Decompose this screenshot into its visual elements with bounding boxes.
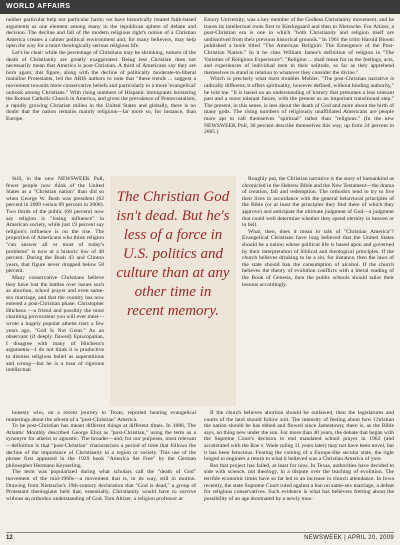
page-number: 12 [6, 535, 13, 541]
paragraph: To be post-Christian has meant different things at different times. In 1886, The Atlantic Monthly described George Eliot as "post-Christian," using the term as a synonym for atheist or agnostic. The broader—and, for our purposes, most relevant—definition is that "post-Christian" characterizes a period of time that follows the decline of the importance of Christianity in a region or society. This use of the phrase first appeared in the 1929 book "America Set Free" by the German philosopher Hermann Keyserling. [6, 423, 196, 469]
left-column-bottom [6, 410, 196, 532]
page-footer [6, 534, 394, 543]
left-wrap-column [6, 176, 104, 410]
section-label: WORLD AFFAIRS [6, 3, 71, 10]
paragraph: Let's be clear: while the percentage of Christians may be shrinking, rumors of the death of Christianity are greatly exaggerated. Being less Christian does not necessarily mean that America is post-Christian. A third of Americans say they are born again; this figure, along with the decline of politically moderate-to-liberal mainline Protestants, led the ARIS authors to note that "these trends ... suggest a movement towards more conservative beliefs and particularly to a more 'evangelical' outlook among Christians." With rising numbers of Hispanic immigrants bolstering the Roman Catholic Church in America, and given the prevalence of Pentecostalism, a rapidly growing Christian milieu in the United States and globally, there is no doubt that the nation remains mainly religious—far more so, for instance, than Europe. [6, 49, 196, 122]
paragraph: Emory University, was a key member of the Godless Christianity movement, and he traces its intellectual roots first to Kierkegaard and then to Nietzsche. For Altizer, a post-Christian era is one in which "both Christianity and religion itself are undissolved from their previous historical grounds." In 1961 the critic Harold Bloom published a book titled "The American Religion: The Emergence of the Post-Christian Nation." In it he cites William James's definition of religion in "The Varieties of Religious Experience": "Religion ... shall mean for us the feelings, acts, and experiences of individual men in their solitude, so far as they apprehend themselves to stand in relation to whatever they consider the divine." [204, 17, 394, 76]
paragraph: Many conservative Christians believe they have lost the battles over issues such as abortion, school prayer and even same-sex marriage, and that the country has now entered a post-Christian phase. Christopher Hitchens —a friend and possibly the most charming provocateur you will ever meet— wrote a hugely popular atheist tract a few years ago, "God Is Not Great." As an observant (if deeply flawed) Episcopalian, I disagree with many of Hitchens's arguments—I do not think it is productive to dismiss religious belief as superstitious and wrong—but he is a man of rigorous intellectual [6, 274, 104, 374]
paragraph: The term was popularized during what scholars call the "death of God" movement of the mid-1960s—a movement that is, in its way, still in motion. Drawing from Nietzsche's 19th-century declaration that "God is dead," a group of Protestant theologians held that, essentially, Christianity would have to survive without an orthodox understanding of God. Tom Altizer, a religion professor at [6, 469, 196, 502]
magazine-issue-line: NEWSWEEK | APRIL 20, 2009 [304, 535, 394, 541]
footer-divider [6, 532, 394, 533]
right-column-top [204, 17, 394, 175]
paragraph: honesty who, on a recent journey to Texas, reported hearing evangelical mutterings about the advent of a "post-Christian" America. [6, 410, 196, 423]
paragraph: What, then, does it mean to talk of "Christian America"? Evangelical Christians have long believed that the United States should be a nation whose political life is based upon and governed by their interpretation of biblical and theological principles. If the church believes drinking to be a sin, for instance, then the laws of the state should ban the consumption of alcohol. If the church believes the theory of evolution conflicts with a literal reading of the Book of Genesis, then the public schools should tailor their lessons accordingly. [242, 228, 394, 288]
section-header-bar [0, 0, 400, 14]
paragraph: neither particular help nor particular harm; we have historically treated faith-based arguments as one element among many in the republican sphere of debate and decision. The decline and fall of the modern religious right's notion of a Christian America creates a calmer political environment and, for many believers, may help open the way for a more theologically serious religious life. [6, 17, 196, 50]
right-column-bottom [204, 410, 394, 532]
pull-quote [110, 176, 236, 406]
right-wrap-column [242, 176, 394, 410]
paragraph: Which is precisely what most troubles Mohler. "The post-Christian narrative is radically different; it offers spirituality, however defined, without binding authority," he told me. "It is based on an understanding of history that presumes a less tolerant past and a more tolerant future, with the present as an important transitional step." The present, in this sense, is less about the death of God and more about the birth of many gods. The rising numbers of religiously unaffiliated Americans are people more apt to call themselves "spiritual" rather than "religious." (In the new NEWSWEEK Poll, 30 percent describe themselves this way, up from 24 percent in 2005.) [204, 76, 394, 136]
paragraph: But that project has failed, at least for now. In Texas, authorities have decided to side with science, not theology, in a dispute over the teaching of evolution. The terrible economic times have so far led to an increase in church attendance. In Iowa recently, the state Supreme Court ruled against a ban on same-sex marriage, a defeat for religious conservatives. Such evidence is what has believers fretting about the possibility of an age dominated by a newly mus- [204, 462, 394, 502]
paragraph: Still, in the new NEWSWEEK Poll, fewer people now think of the United States as a "Christian nation" than did so when George W. Bush was president (62 percent in 2009 versus 69 percent in 2008). Two thirds of the public (68 percent) now say religion is "losing influence" in American society, while just 19 percent say religion's influence is on the rise. The proportion of Americans who think religion "can answer all or most of today's problems" is now at a historic low of 48 percent. During the Bush 43 and Clinton years, that figure never dropped below 58 percent. [6, 176, 104, 275]
paragraph: Roughly put, the Christian narrative is the story of humankind as chronicled in the Hebrew Bible and the New Testament—the drama of creation, fall and redemption. The orthodox tend to try to live their lives in accordance with the general behavioral principles of the Bible (or at least the principles they find there of which they approve) and anticipate the ultimate judgment of God—a judgment that could well determine whether they spend eternity in heaven or in hell. [242, 176, 394, 229]
paragraph: If the church believes abortion should be outlawed, then the legislatures and courts of the land should follow suit. The intensity of feeling about how Christian the nation should be has ebbed and flowed since Jamestown; there is, as the Bible says, no thing new under the sun. For more than 40 years, the debate that began with the Supreme Court's decision to end mandated school prayer in 1962 (and accelerated with the Roe v. Wade ruling 11 years later) may not have been novel, but it has been ferocious. Fearing the coming of a Europe-like secular state, the right longed to engineer a return to what it believed was a Christian America of yore. [204, 410, 394, 463]
left-column-top [6, 17, 196, 175]
pull-quote-text: The Christian God isn't dead. But he's less of a force in U.S. politics and culture than at any other time in recent memory. [116, 189, 230, 319]
